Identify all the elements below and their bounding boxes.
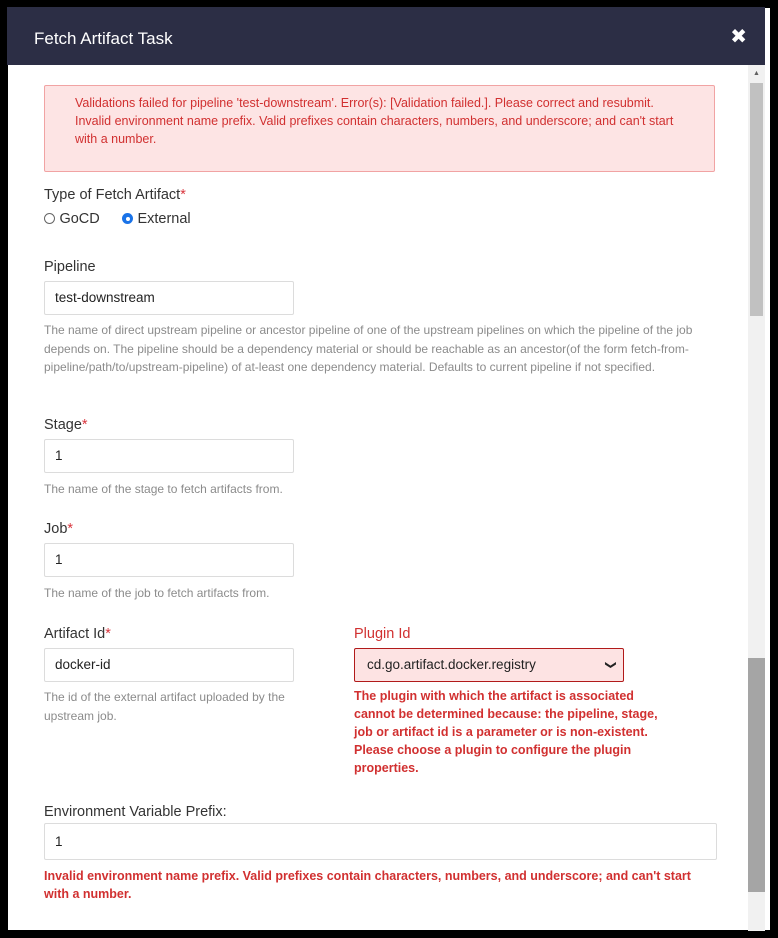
pipeline-help: The name of direct upstream pipeline or ancestor pipeline of one of the upstream pipelines on which the pipeline of the job depends on. The pipeline should be a dependency material or should be reachable as an ancestor(of the form fetch-from-pipeline/path/to/upstream-pipeline) of at-least one dependency material. Defaults to current pipeline if not specified.: [44, 323, 693, 374]
page-scrollbar-thumb[interactable]: [748, 658, 765, 892]
scrollbar-thumb[interactable]: [750, 83, 763, 316]
plugin-id-select[interactable]: [354, 648, 624, 682]
stage-help: The name of the stage to fetch artifacts from.: [44, 482, 283, 496]
modal-header: [7, 7, 765, 65]
radio-checked-icon[interactable]: [122, 213, 133, 224]
artifact-id-label-text: Artifact Id: [44, 626, 106, 642]
stage-input[interactable]: 1: [44, 439, 294, 473]
artifact-id-label: [44, 625, 111, 643]
artifact-id-input[interactable]: docker-id: [44, 648, 294, 682]
chevron-down-icon: ❯: [604, 660, 617, 670]
required-mark: *: [105, 626, 111, 642]
job-label: [44, 520, 73, 538]
stage-label: [44, 416, 88, 434]
radio-gocd[interactable]: [44, 210, 100, 228]
required-mark: *: [67, 521, 74, 537]
fetch-type-label-text: Type of Fetch Artifact: [44, 187, 181, 203]
job-help: The name of the job to fetch artifacts from.: [44, 586, 270, 600]
radio-unchecked-icon[interactable]: [44, 213, 55, 224]
error-message: Invalid environment name prefix. Valid prefixes contain characters, numbers, and underscore; and can't start with a number.: [75, 114, 674, 146]
required-mark: *: [81, 417, 88, 433]
plugin-id-error: The plugin with which the artifact is associated cannot be determined because: the pipeline, stage, job or artifact id is a parameter or is non-existent. Please choose a plugin to configure the plugin properties.: [354, 689, 658, 775]
radio-external-label: External: [137, 210, 191, 227]
error-message: Validations failed for pipeline 'test-downstream'. Error(s): [Validation failed.]. Please correct and resubmit.: [75, 96, 654, 110]
fetch-type-label: [44, 186, 186, 204]
radio-external[interactable]: [122, 210, 191, 228]
env-prefix-label: Environment Variable Prefix:: [44, 804, 227, 820]
radio-gocd-label: GoCD: [59, 210, 100, 227]
job-input[interactable]: 1: [44, 543, 294, 577]
plugin-id-selected: cd.go.artifact.docker.registry: [367, 657, 536, 672]
plugin-id-label: Plugin Id: [354, 626, 411, 642]
close-icon[interactable]: ✖: [730, 26, 747, 48]
env-prefix-error: Invalid environment name prefix. Valid prefixes contain characters, numbers, and underscore; and can't start with a number.: [44, 869, 691, 901]
artifact-id-help: The id of the external artifact uploaded by the upstream job.: [44, 690, 285, 723]
job-label-text: Job: [44, 521, 68, 537]
stage-label-text: Stage: [44, 417, 82, 433]
pipeline-input[interactable]: test-downstream: [44, 281, 294, 315]
modal-title: Fetch Artifact Task: [34, 29, 173, 48]
env-prefix-input[interactable]: 1: [44, 823, 717, 860]
scroll-up-icon[interactable]: ▲: [753, 70, 760, 77]
pipeline-label: Pipeline: [44, 259, 96, 275]
error-alert: [44, 85, 715, 172]
required-mark: *: [180, 187, 186, 203]
